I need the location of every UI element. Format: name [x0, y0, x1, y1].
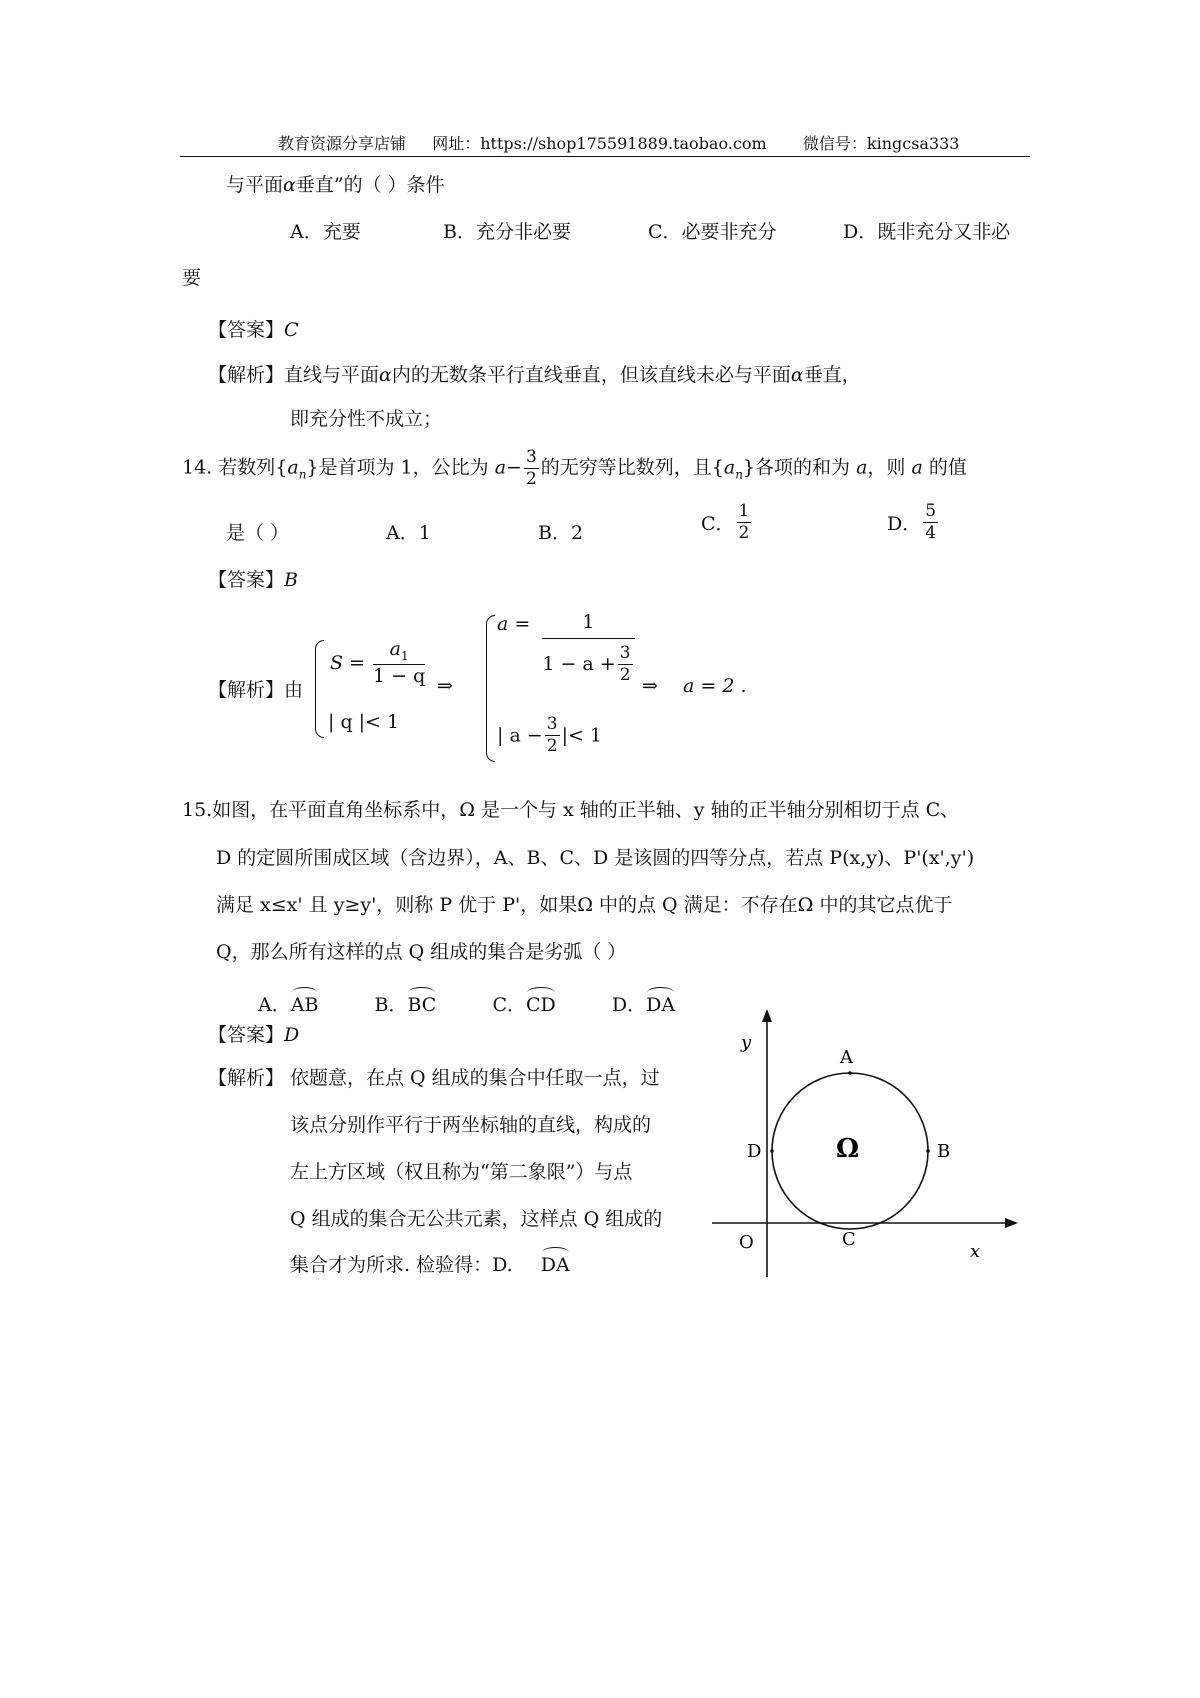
- point-c-label: C: [842, 1229, 856, 1250]
- q14-result: a = 2 .: [683, 675, 747, 697]
- system2-eq1: a = 1 1 − a + $\frac{3}{2}$: [497, 613, 637, 684]
- implies-1: ⇒: [437, 675, 453, 697]
- q14-option-d: D． $\frac{5}{4}$: [887, 501, 937, 543]
- q13-stem-tail: 与平面α垂直”的（ ）条件: [226, 174, 445, 196]
- system2-eq2: | a − $\frac{3}{2}$ |< 1: [497, 714, 603, 756]
- q13-option-c: C．必要非充分: [648, 221, 777, 243]
- q13-analysis-line1: 【解析】直线与平面α内的无数条平行直线垂直，但该直线未必与平面α垂直，: [208, 364, 861, 386]
- q13-answer: 【答案】C: [208, 319, 299, 341]
- point-d-dot: [770, 1149, 774, 1153]
- y-axis-arrow: [762, 1009, 772, 1022]
- point-a-dot: [848, 1071, 852, 1075]
- q15-analysis-3: 左上方区域（权且称为“第二象限”）与点: [290, 1161, 633, 1183]
- q13-option-a: A．充要: [290, 221, 361, 243]
- y-axis-label: y: [741, 1032, 752, 1053]
- q15-options: A．AB B．BC C．CD D．DA: [258, 994, 676, 1016]
- point-d-label: D: [747, 1141, 762, 1162]
- q13-option-d-wrap: 要: [182, 267, 202, 289]
- left-brace-2: [486, 615, 495, 762]
- q13-option-d: D．既非充分又非必: [843, 221, 1011, 243]
- fraction-three-halves: $\frac{3}{2}$: [525, 447, 537, 489]
- q14-analysis-label: 【解析】由: [208, 679, 304, 701]
- header-rule: [180, 156, 1030, 157]
- system1-eq2: | q |< 1: [328, 711, 400, 733]
- q15-analysis-5: 集合才为所求. 检验得：D. DA: [290, 1254, 570, 1276]
- header-url: 网址：https://shop175591889.taobao.com: [432, 134, 767, 153]
- header-wechat: 微信号：kingcsa333: [802, 134, 960, 153]
- q15-analysis-2: 该点分别作平行于两坐标轴的直线，构成的: [290, 1114, 652, 1136]
- omega-label: Ω: [836, 1134, 860, 1164]
- q15-line4: Q，那么所有这样的点 Q 组成的集合是劣弧（ ）: [216, 941, 627, 963]
- q14-option-c: C． $\frac{1}{2}$: [701, 501, 750, 543]
- point-a-label: A: [840, 1047, 853, 1068]
- q15-line2: D 的定圆所围成区域（含边界），A、B、C、D 是该圆的四等分点，若点 P(x,y)、P'(x',y'): [216, 847, 975, 869]
- q13-option-b: B．充分非必要: [443, 221, 571, 243]
- q15-answer: 【答案】D: [208, 1024, 300, 1046]
- coordinate-figure: [700, 1005, 1020, 1285]
- point-b-label: B: [937, 1141, 951, 1162]
- q14-answer: 【答案】B: [208, 569, 298, 591]
- q15-line3: 满足 x≤x' 且 y≥y'，则称 P 优于 P'，如果Ω 中的点 Q 满足：不存在Ω 中的其它点优于: [216, 894, 953, 916]
- q13-analysis-line2: 即充分性不成立；: [290, 408, 443, 430]
- left-brace-1: [315, 640, 324, 738]
- implies-2: ⇒: [642, 675, 658, 697]
- system1-eq1: S = $\frac{a_1}{1 - q}$: [330, 638, 426, 687]
- page-header: [278, 131, 960, 154]
- q15-analysis-label: 【解析】: [208, 1067, 285, 1089]
- q14-option-b: B．2: [538, 522, 584, 544]
- q15-line1: 15.如图，在平面直角坐标系中，Ω 是一个与 x 轴的正半轴、y 轴的正半轴分别相切于点 C、: [182, 799, 960, 821]
- q15-analysis-1: 依题意，在点 Q 组成的集合中任取一点，过: [290, 1067, 660, 1089]
- x-axis-arrow: [1005, 1218, 1018, 1228]
- q14-stem: 14. 若数列$\{a_n\}$是首项为 1，公比为 a− $\frac{3}{2}$ 的无穷等比数列，且$\{a_n\}$各项的和为 a，则 a 的值: [182, 447, 967, 489]
- origin-label: O: [739, 1232, 754, 1253]
- q15-analysis-4: Q 组成的集合无公共元素，这样点 Q 组成的: [290, 1208, 663, 1230]
- q14-stem-line2: 是（ ）: [226, 522, 290, 544]
- q14-option-a: A．1: [386, 522, 431, 544]
- header-shop: 教育资源分享店铺: [278, 134, 407, 153]
- point-b-dot: [926, 1149, 930, 1153]
- x-axis-label: x: [970, 1241, 981, 1262]
